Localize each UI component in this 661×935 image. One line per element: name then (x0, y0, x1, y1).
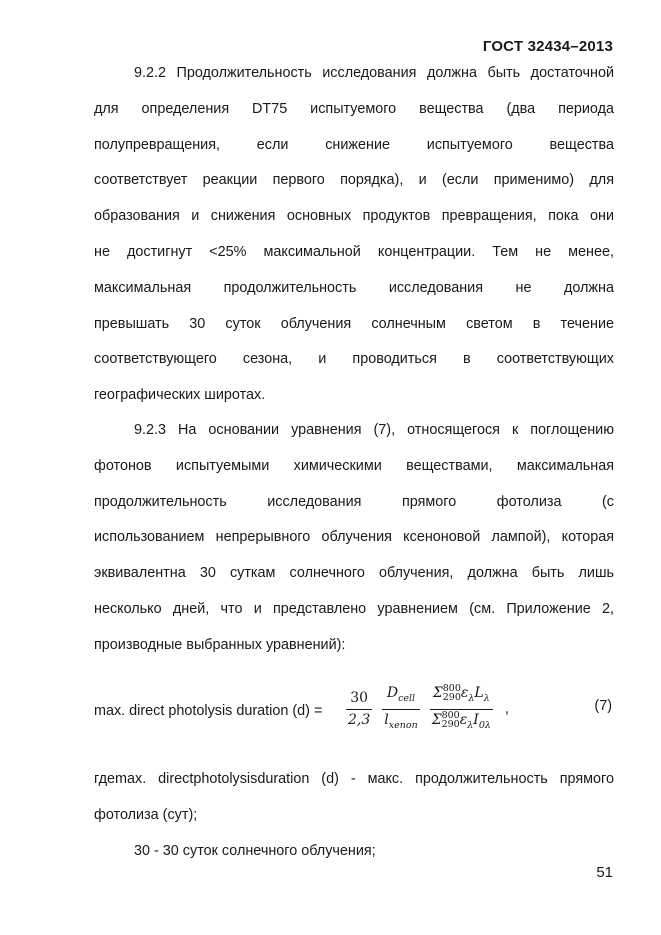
text-line: производные выбранных уравнений): (94, 636, 346, 653)
text-line: соответствующего сезона, и проводиться в соответствующих (94, 351, 614, 368)
equation-comma: , (504, 701, 509, 718)
sum-limits (443, 684, 461, 702)
text-line: фотонов испытуемыми химическими веществами, максимальная (94, 457, 614, 474)
subscript-xenon: xenon (388, 719, 418, 731)
fraction-denominator (382, 710, 419, 735)
equation-expression (343, 684, 509, 744)
text-line: гдеmax. directphotolysisduration (d) - макс. продолжительность прямого (94, 771, 614, 787)
sum-lower-limit: 290 (441, 718, 460, 730)
sum-sign: Σ (432, 685, 443, 701)
definitions (94, 762, 614, 869)
text-line: превышать 30 суток облучения солнечным светом в течение (94, 315, 614, 332)
text-line: максимальная продолжительность исследования не должна (94, 279, 614, 296)
symbol-d: D (386, 685, 399, 701)
paragraph-9-2-3 (94, 413, 614, 664)
equation-label: max. direct photolysis duration (d) = (94, 703, 323, 719)
paragraph-9-2-2 (94, 56, 614, 414)
text-line: эквивалентна 30 суткам солнечного облучения, должна быть лишь (94, 565, 614, 582)
text-line: образования и снижения основных продуктов превращения, пока они (94, 208, 614, 225)
text-line: 30 - 30 суток солнечного облучения; (134, 842, 376, 859)
text-line: продолжительность исследования прямого фотолиза (с (94, 493, 614, 510)
symbol-l: l (384, 711, 389, 728)
text-line: соответствует реакции первого порядка), и (если применимо) для (94, 172, 614, 189)
sum-upper-limit: 800 (442, 683, 461, 694)
subscript-lambda: λ (467, 719, 474, 731)
symbol-epsilon: ε (459, 711, 468, 728)
fraction-numerator (430, 684, 493, 710)
text-line: несколько дней, что и представлено уравнением (см. Приложение 2, (94, 600, 614, 617)
equation-number: (7) (594, 698, 612, 714)
subscript-cell: cell (398, 692, 416, 704)
page-number: 51 (596, 864, 613, 881)
standard-header: ГОСТ 32434–2013 (482, 38, 613, 55)
text-line: для определения DT75 испытуемого вещества (два периода (94, 100, 614, 117)
subscript-zero-lambda: 0λ (478, 719, 491, 731)
fraction-denominator (430, 710, 493, 735)
text-line: не достигнут <25% максимальной концентрации. Тем не менее, (94, 243, 614, 260)
text-line: географических широтах. (94, 387, 266, 404)
symbol-epsilon: ε (460, 685, 469, 701)
fraction-numerator: 30 (346, 689, 372, 710)
sum-upper-limit: 800 (441, 709, 460, 721)
text-line: полупревращения, если снижение испытуемого вещества (94, 136, 614, 153)
sum-sign: Σ (431, 711, 442, 728)
text-line: 9.2.3 На основании уравнения (7), относящегося к поглощению (134, 422, 614, 438)
fraction-sums (430, 684, 493, 735)
subscript-lambda: λ (468, 692, 475, 704)
fraction-30-over-2-3 (346, 689, 372, 730)
fraction-numerator (382, 684, 419, 710)
subscript-lambda: λ (483, 692, 490, 704)
text-line: использованием непрерывного облучения ксеноновой лампой), которая (94, 529, 614, 546)
sum-limits (442, 711, 460, 729)
text-line: 9.2.2 Продолжительность исследования должна быть достаточной (134, 65, 614, 81)
symbol-l-big: L (474, 685, 484, 701)
fraction-dcell-over-lxenon (382, 684, 419, 735)
text-line: фотолиза (сут); (94, 806, 198, 823)
fraction-denominator: 2,3 (348, 711, 371, 728)
symbol-i: I (473, 711, 479, 728)
equation-7 (94, 684, 614, 744)
sum-lower-limit: 290 (442, 692, 461, 703)
